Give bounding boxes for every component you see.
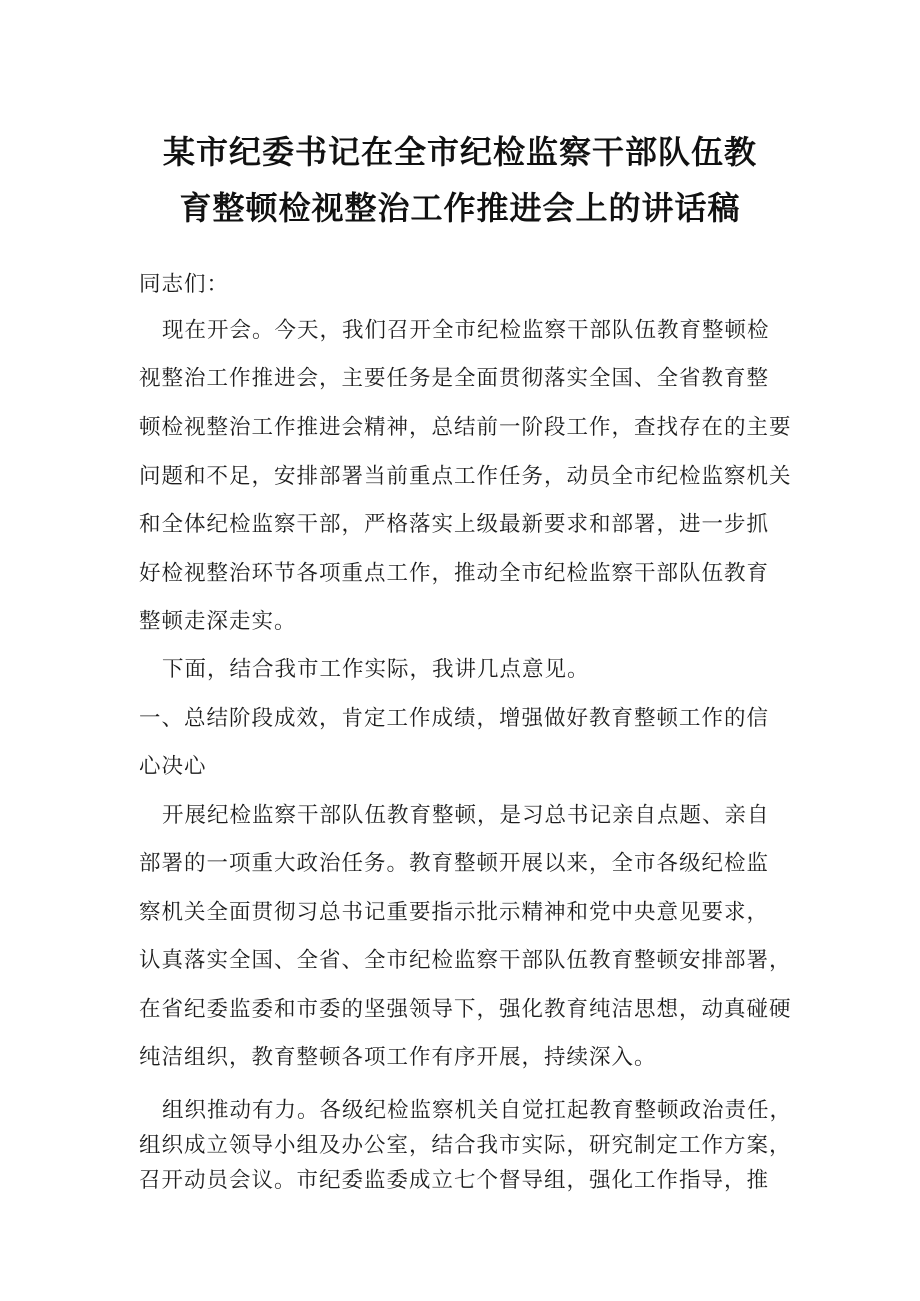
paragraph-line: 好检视整治环节各项重点工作，推动全市纪检监察干部队伍教育: [139, 561, 770, 586]
paragraph-line: 顿检视整治工作推进会精神，总结前一阶段工作，查找存在的主要: [139, 415, 792, 440]
document-title-line-1: 某市纪委书记在全市纪检监察干部队伍教: [162, 133, 757, 171]
paragraph-line: 召开动员会议。市纪委监委成立七个督导组，强化工作指导，推: [139, 1168, 770, 1193]
paragraph-line: 察机关全面贯彻习总书记重要指示批示精神和党中央意见要求，: [139, 900, 770, 925]
heading-line: 心决心: [139, 754, 207, 779]
document-title-line-2: 育整顿检视整治工作推进会上的讲话稿: [179, 189, 741, 227]
heading-line: 一、总结阶段成效，肯定工作成绩，增强做好教育整顿工作的信: [139, 706, 770, 731]
paragraph-line: 认真落实全国、全省、全市纪检监察干部队伍教育整顿安排部署，: [139, 948, 792, 973]
paragraph-line: 视整治工作推进会，主要任务是全面贯彻落实全国、全省教育整: [139, 366, 770, 391]
paragraph-line: 和全体纪检监察干部，严格落实上级最新要求和部署，进一步抓: [139, 512, 770, 537]
paragraph-intro: 下面，结合我市工作实际，我讲几点意见。: [162, 657, 590, 682]
paragraph-line: 组织推动有力。各级纪检监察机关自觉扛起教育整顿政治责任，: [162, 1098, 793, 1123]
salutation: 同志们：: [139, 272, 230, 297]
paragraph-line: 问题和不足，安排部署当前重点工作任务，动员全市纪检监察机关: [139, 464, 792, 489]
paragraph-line: 部署的一项重大政治任务。教育整顿开展以来，全市各级纪检监: [139, 851, 770, 876]
paragraph-line: 在省纪委监委和市委的坚强领导下，强化教育纯洁思想，动真碰硬: [139, 997, 792, 1022]
paragraph-line: 开展纪检监察干部队伍教育整顿，是习总书记亲自点题、亲自: [162, 803, 770, 828]
paragraph-line: 组织成立领导小组及办公室，结合我市实际，研究制定工作方案，: [139, 1133, 792, 1158]
paragraph-line: 整顿走深走实。: [139, 609, 297, 634]
paragraph-line: 纯洁组织，教育整顿各项工作有序开展，持续深入。: [139, 1045, 657, 1070]
paragraph-line: 现在开会。今天，我们召开全市纪检监察干部队伍教育整顿检: [162, 318, 770, 343]
